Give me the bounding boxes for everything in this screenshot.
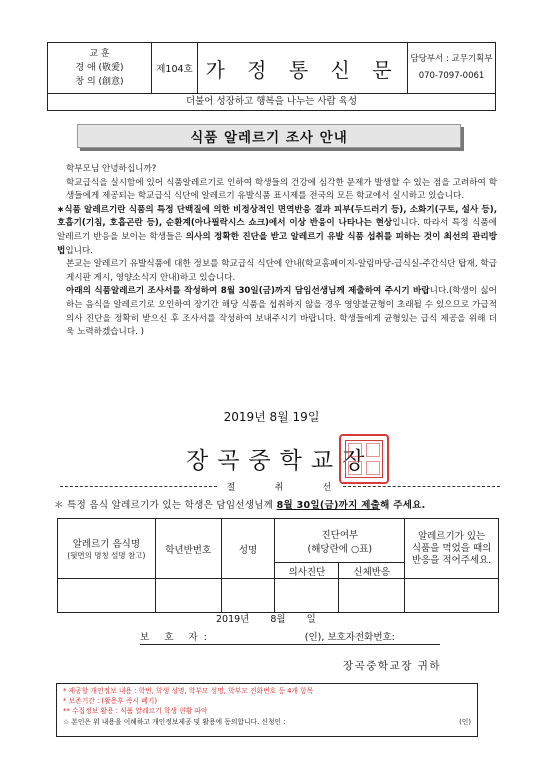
newsletter-title: 가 정 통 신 문 (198, 43, 408, 93)
col-doctor-diagnosis: 의사진단 (275, 563, 339, 579)
form-notice: ＊ 특정 음식 알레르기가 있는 학생은 담임선생님께 8월 30일(금)까지 제출해 주세요. (54, 500, 426, 511)
greeting: 학부모님 안녕하십니까? (66, 164, 157, 174)
notice-title: 식품 알레르기 조사 안내 (77, 124, 461, 148)
privacy-consent-box (56, 683, 478, 737)
seal-mark: (인), (304, 632, 325, 643)
privacy-retention: * 보존기간 : (활용후 즉시 폐기) (63, 697, 158, 706)
col-reaction: 알레르기가 있는 식품을 먹었을 때의 반응을 적어주세요. (405, 519, 499, 579)
paragraph-1: 학교급식을 실시함에 있어 식품알레르기로 인하여 학생들의 건강에 심각한 문제가 발생할 수 있는 점을 고려하여 학생들에게 제공되는 학교급식 식단에 알레르기 유발식품 표시제를 전국의 모든 학교에서 실시하고 있습니다. (66, 177, 497, 202)
phone-number: 070-7097-0061 (418, 71, 485, 81)
school-seal-icon (339, 434, 389, 484)
input-allergy-food[interactable] (58, 579, 156, 613)
notice-body (57, 163, 497, 340)
col-name: 성명 (221, 519, 275, 579)
issue-number: 제104호 (152, 43, 198, 93)
col-grade-class: 학년반번호 (155, 519, 221, 579)
cut-line (60, 480, 500, 493)
deadline: 8월 30일(금)까지 제출 (276, 500, 381, 511)
school-motto (48, 43, 152, 93)
contact-info (408, 43, 495, 93)
issue-date: 2019년 8월 19일 (223, 410, 320, 424)
privacy-items: * 제공할 개인정보 내용 : 학번, 학생 성명, 학부모 성명, 학부모 전화번호 등 4개 항목 (63, 687, 314, 695)
principal-title: 장곡중학교장 (186, 448, 374, 474)
privacy-agreement: ☆ 본인은 위 내용을 이해하고 개인정보제공 및 활용에 동의합니다. 신청인 : (인) (63, 717, 471, 726)
input-doctor-diagnosis[interactable] (275, 579, 339, 613)
motto-label: 교 훈 (89, 49, 110, 59)
cut-label-3: 선 (322, 483, 334, 493)
input-body-reaction[interactable] (339, 579, 405, 613)
input-name[interactable] (221, 579, 275, 613)
department: 담당부서 : 교무기획부 (410, 54, 493, 64)
paragraph-4: 아래의 식품알레르기 조사서를 작성하여 8월 30일(금)까지 담임선생님께 제출하여 주시기 바랍니다.(학생이 싫어하는 음식을 알레르기로 오인하여 장기간 해당 식품을 섭취하지 않을 경우 영양불균형이 초래될 수 있으므로 가급적 의사 진단을 정확히 받으신 후 조사서를 작성하여 보내주시기 바랍니다. 학생들에게 균형있는 급식 제공을 위해 더욱 노력하겠습니다. ) (66, 286, 497, 338)
input-grade-class[interactable] (155, 579, 221, 613)
guardian-label: 보 호 자: (140, 632, 213, 643)
privacy-usage: ** 수집정보 활용 : 식품 알레르기 학생 현황 파악 (63, 707, 208, 716)
guardian-sign-line[interactable] (140, 629, 440, 645)
allergy-management: 의사의 정확한 진단을 받고 알레르기 유발 식품 섭취를 피하는 것이 최선의 관리방법 (57, 231, 497, 256)
school-slogan: 더불어 성장하고 행복을 나누는 사람 육성 (47, 94, 496, 111)
paragraph-3: 본교는 알레르기 유발식품에 대한 정보를 학교급식 식단에 안내(학교홈페이지-알림마당-급식실-주간식단 탑재, 학급게시판 게시, 영양소식지 안내)하고 있습니다. (66, 259, 497, 283)
input-reaction[interactable] (405, 579, 499, 613)
allergy-definition: ∗식품 알레르기란 식품의 특정 단백질에 의한 비정상적인 면역반응 결과 피부(두드러기 등), 소화기(구토, 설사 등), 호흡기(기침, 호흡곤란 등), 순환계(아나필락시스 쇼크)에서 이상 반응이 나타나는 현상 (57, 204, 497, 229)
motto-line-1: 경 애 (敬愛) (75, 63, 124, 73)
guardian-phone-label: 보호자전화번호: (327, 632, 395, 643)
submission-request: 아래의 식품알레르기 조사서를 작성하여 8월 30일(금)까지 담임선생님께 제출하여 주시기 바랍 (66, 286, 430, 297)
newsletter-header (47, 42, 496, 94)
cut-label-1: 절 (226, 483, 238, 493)
cut-label-2: 취 (274, 483, 286, 493)
allergy-survey-table (57, 518, 499, 613)
col-diagnosis: 진단여부 (해당란에 ○표) (275, 519, 405, 563)
sign-date: 2019년 8월 일 (216, 614, 316, 625)
col-body-reaction: 신체반응 (339, 563, 405, 579)
motto-line-2: 창 의 (創意) (75, 77, 124, 87)
paragraph-2: ∗식품 알레르기란 식품의 특정 단백질에 의한 비정상적인 면역반응 결과 피부(두드러기 등), 소화기(구토, 설사 등), 호흡기(기침, 호흡곤란 등), 순환계(아나필락시스 쇼크)에서 이상 반응이 나타나는 현상입니다. 따라서 특정 식품에 알레르기 반응을 보이는 학생들은 의사의 정확한 진단을 받고 알레르기 유발 식품 섭취를 피하는 것이 최선의 관리방법입니다. (57, 204, 497, 256)
col-allergy-food: 알레르기 음식명 (뒷면의 명칭 설명 참고) (58, 519, 156, 579)
recipient: 장곡중학교장 귀하 (343, 660, 441, 672)
